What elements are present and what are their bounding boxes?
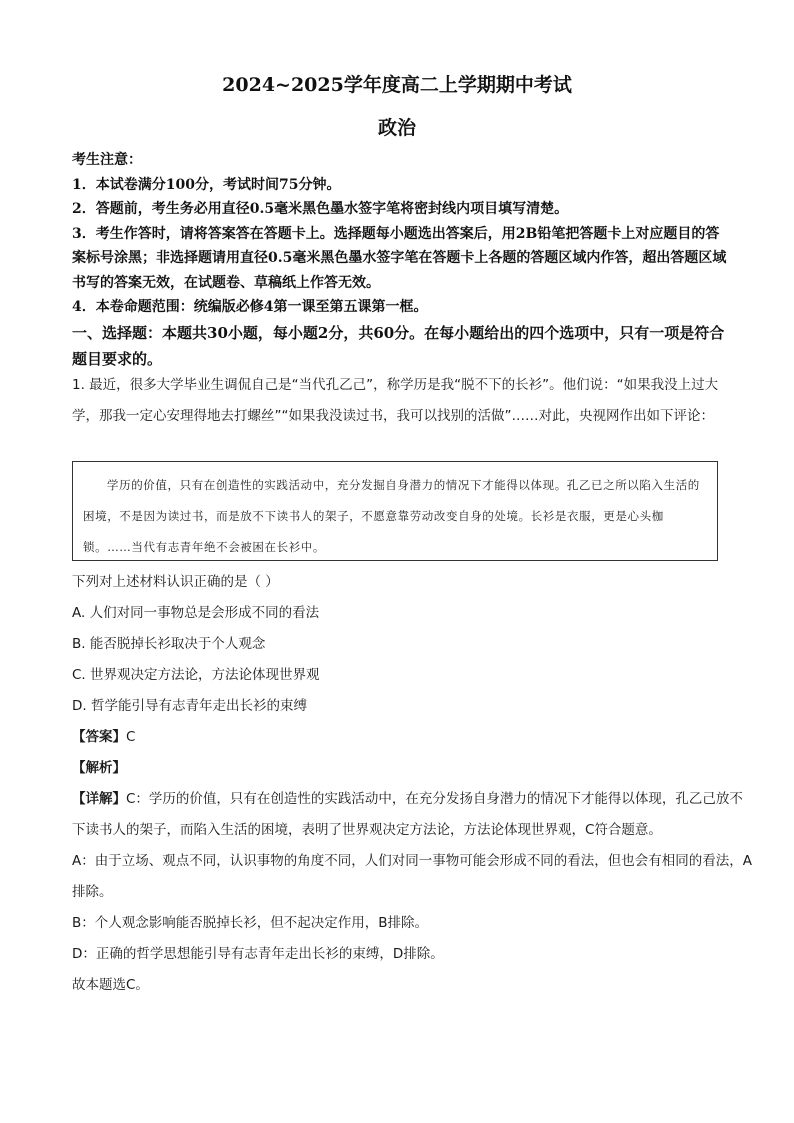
question-body (72, 567, 752, 1001)
detail-line: A：由于立场、观点不同，认识事物的角度不同，人们对同一事物可能会形成不同的看法，但也会有相同的看法，A排除。 (72, 853, 752, 900)
option-b: B. 能否脱掉长衫取决于个人观念 (72, 636, 266, 652)
note-item: 2．答题前，考生务必用直径0.5毫米黑色墨水签字笔将密封线内项目填写清楚。 (72, 201, 569, 217)
detail-conclusion: 故本题选C。 (72, 977, 149, 993)
note-item: 3．考生作答时，请将答案答在答题卡上。选择题每小题选出答案后，用2B铅笔把答题卡上对应题目的答案标号涂黑；非选择题请用直径0.5毫米黑色墨水签字笔在答题卡上各题的答题区域内作答，超出答题区域书写的答案无效，在试题卷、草稿纸上作答无效。 (72, 225, 727, 291)
notes-heading: 考生注意： (72, 152, 142, 168)
detail-line (72, 784, 752, 846)
option-c: C. 世界观决定方法论，方法论体现世界观 (72, 667, 320, 683)
option-a: A. 人们对同一事物总是会形成不同的看法 (72, 605, 320, 621)
answer-line (72, 722, 752, 753)
detail-text: C：学历的价值，只有在创造性的实践活动中，在充分发扬自身潜力的情况下才能得以体现，孔乙己放不下读书人的架子，而陷入生活的困境，表明了世界观决定方法论，方法论体现世界观，C符合题意。 (72, 791, 743, 838)
detail-tag: 【详解】 (72, 791, 126, 807)
exam-title: 2024~2025学年度高二上学期期中考试 (222, 74, 572, 96)
answer-value: C (126, 729, 136, 745)
answer-tag: 【答案】 (72, 729, 126, 745)
note-item: 1．本试卷满分100分，考试时间75分钟。 (72, 176, 341, 193)
detail-line: B：个人观念影响能否脱掉长衫，但不起决定作用，B排除。 (72, 915, 429, 931)
quote-box (72, 461, 718, 561)
detail-line: D：正确的哲学思想能引导有志青年走出长衫的束缚，D排除。 (72, 946, 444, 962)
question-prompt: 下列对上述材料认识正确的是（ ） (72, 574, 279, 590)
section-heading: 一、选择题：本题共30小题，每小题2分，共60分。在每小题给出的四个选项中，只有一项是符合题目要求的。 (72, 324, 725, 368)
note-item: 4．本卷命题范围：统编版必修4第一课至第五课第一框。 (72, 299, 428, 315)
analysis-tag: 【解析】 (72, 760, 126, 776)
exam-subject: 政治 (377, 117, 416, 139)
candidate-notes (72, 148, 732, 320)
question-stem: 1. 最近，很多大学毕业生调侃自己是“当代孔乙己”，称学历是我“脱不下的长衫”。他们说：“如果我没上过大学，那我一定心安理得地去打螺丝”“如果我没读过书，我可以找别的活做”……对此，央视网作出如下评论： (72, 377, 719, 424)
option-d: D. 哲学能引导有志青年走出长衫的束缚 (72, 698, 307, 714)
quote-text: 学历的价值，只有在创造性的实践活动中，充分发掘自身潜力的情况下才能得以体现。孔乙已之所以陷入生活的困境，不是因为读过书，而是放不下读书人的架子，不愿意靠劳动改变自身的处境。长衫是衣服，更是心头枷锁。……当代有志青年绝不会被困在长衫中。 (83, 478, 700, 554)
